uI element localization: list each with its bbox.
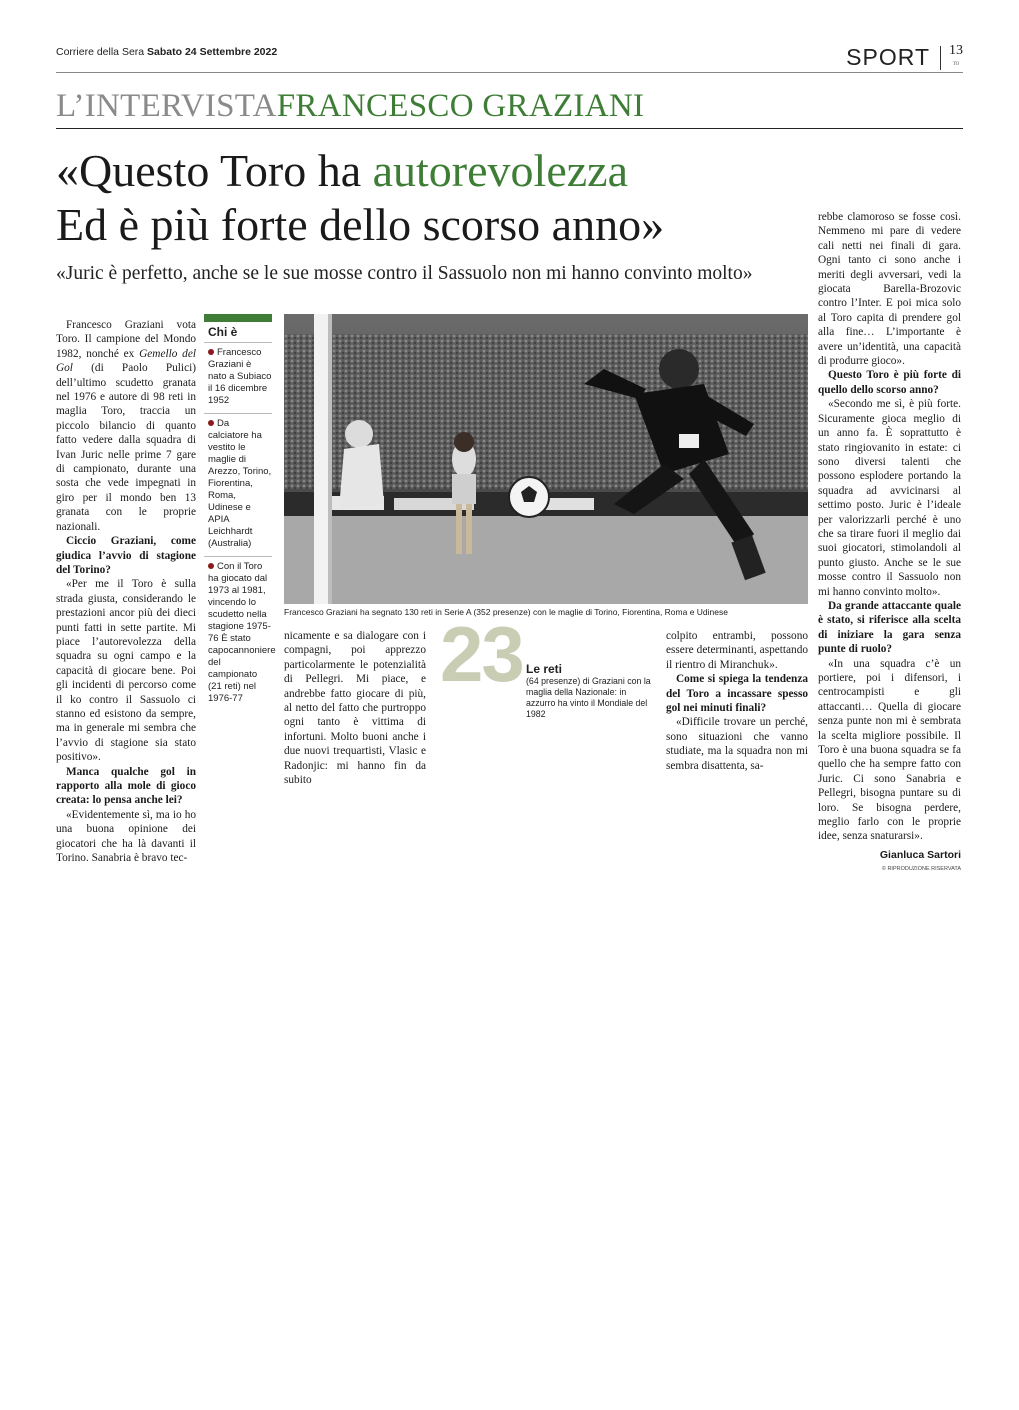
headline-line1: «Questo Toro ha bbox=[56, 145, 373, 196]
article-photo bbox=[284, 314, 808, 604]
stat-number: 23 bbox=[440, 610, 523, 698]
newspaper-name: Corriere della Sera bbox=[56, 46, 145, 58]
section-header bbox=[846, 44, 963, 72]
issue-date: Sabato 24 Settembre 2022 bbox=[147, 46, 278, 58]
bullet-icon bbox=[208, 420, 214, 426]
copyright-notice: © RIPRODUZIONE RISERVATA bbox=[881, 866, 961, 873]
bio-item-text: Con il Toro ha giocato dal 1973 al 1981, vincendo lo scudetto nella stagione 1975-76 È stato capocannoniere del campionato (21 reti) nel 1976-77 bbox=[208, 561, 276, 704]
answer: «Difficile trovare un perché, sono situazioni che vanno studiate, ma la squadra non mi sembra disattenta, sa- bbox=[666, 716, 808, 772]
article-column-3 bbox=[666, 629, 808, 773]
section-name: SPORT bbox=[846, 44, 930, 70]
divider bbox=[940, 46, 941, 70]
answer: «Secondo me sì, è più forte. Sicuramente gioca meglio di un anno fa. È soprattutto è stato ringiovanito in estate: ci sono diversi talenti che possono esplodere portando la squadra ad avvicinarsi al settimo posto. Juric è l’ideale per valorizzarli perché è uno che sa tirare fuori il meglio dai suoi giocatori, stimolandoli al punto giusto. Anche se le sue mosse contro il Sassuolo non mi hanno convinto molto». bbox=[818, 398, 961, 598]
answer: «In una squadra c’è un portiere, poi i difensori, i centrocampisti e gli attaccanti… Quella di giocare senza punte non mi è sembrata la scelta migliore possibile. Il Toro è una buona squadra se fa quello che ha sempre fatto con Juric. Ci sono Sanabria e Pellegri, bisogna puntare su di loro. Se bisogna perdere, meglio farlo con le proprie idee, senza snaturarsi». bbox=[818, 657, 961, 843]
question: Questo Toro è più forte di quello dello scorso anno? bbox=[818, 369, 961, 396]
article-column-2 bbox=[284, 629, 426, 787]
page-number bbox=[949, 44, 963, 72]
answer: «Per me il Toro è sulla strada giusta, considerando le prestazioni ancor più dei dieci punti fatti in sette partite. Mi piace l’autorevolezza della squadra su ogni campo e la capacità di giocare bene. Poi gli incidenti di percorso come il ko contro il Sassuolo ci stanno ed esistono da sempre, ma in generale mi sembra che l’avvio di stagione sia stato positivo». bbox=[56, 578, 196, 764]
stat-label: Le reti bbox=[526, 662, 563, 676]
bio-item bbox=[204, 556, 276, 711]
subheadline: «Juric è perfetto, anche se le sue mosse contro il Sassuolo non mi hanno convinto molto» bbox=[56, 263, 753, 284]
bio-item-text: Francesco Graziani è nato a Subiaco il 16 dicembre 1952 bbox=[208, 347, 272, 406]
bio-item bbox=[204, 342, 272, 413]
kicker bbox=[56, 88, 644, 124]
answer: «Evidentemente sì, ma io ho una buona opinione dei giocatori che ha là davanti il Torino. Sanabria è bravo tec- bbox=[56, 808, 196, 865]
stat-text: (64 presenze) di Graziani con la maglia della Nazionale: in azzurro ha vinto il Mondiale del 1982 bbox=[526, 676, 651, 719]
bullet-icon bbox=[208, 563, 214, 569]
question: Ciccio Graziani, come giudica l’avvio di stagione del Torino? bbox=[56, 535, 196, 576]
article-column-4 bbox=[818, 210, 961, 877]
football-photo-illustration bbox=[284, 314, 808, 604]
article-column-1 bbox=[56, 318, 196, 865]
intro-text-b: (di Paolo Pulici) dell’ultimo scudetto granata nel 1976 e autore di 98 reti in maglia Toro, traccia un piccolo bilancio di quanto fatto vedere dalla squadra di Ivan Juric nelle prime 7 gare di campionato, durante una sosta che vede impegnati in giro per il mondo ben 13 granata con le proprie nazionali. bbox=[56, 362, 196, 533]
answer: colpito entrambi, possono essere determinanti, aspettando il rientro di Miranchuk». bbox=[666, 630, 808, 671]
kicker-name: FRANCESCO GRAZIANI bbox=[276, 88, 645, 124]
masthead bbox=[56, 46, 277, 58]
headline-highlight: autorevolezza bbox=[372, 145, 628, 196]
stat-description bbox=[526, 664, 656, 720]
intro-paragraph bbox=[56, 318, 196, 534]
question: Da grande attaccante quale è stato, si riferisce alla scelta di iniziare la gara senza punte di ruolo? bbox=[818, 599, 961, 656]
question: Come si spiega la tendenza del Toro a incassare spesso gol nei minuti finali? bbox=[666, 673, 808, 715]
bio-box-title: Chi è bbox=[208, 325, 238, 339]
question: Manca qualche gol in rapporto alla mole di gioco creata: lo pensa anche lei? bbox=[56, 765, 196, 807]
page-number-value: 13 bbox=[949, 43, 963, 58]
headline bbox=[56, 144, 796, 252]
bio-box bbox=[204, 314, 276, 711]
bullet-icon bbox=[208, 349, 214, 355]
top-rule bbox=[56, 72, 963, 73]
kicker-label: L’INTERVISTA bbox=[56, 88, 277, 124]
answer: rebbe clamoroso se fosse così. Nemmeno mi pare di vedere cali netti nei finali di gara. Ogni tanto ci sono anche i meriti degli avversari, vedi la giocata Barella-Brozovic contro l’Inter. E poi mica solo al Toro capita di prendere gol alla fine… L’importante è avere un’identità, una capacità di produrre gioco». bbox=[818, 211, 961, 368]
intro-italic: Gemello del Gol bbox=[56, 347, 196, 375]
bio-box-accent bbox=[204, 314, 272, 322]
photo-caption: Francesco Graziani ha segnato 130 reti in Serie A (352 presenze) con le maglie di Torino, Fiorentina, Roma e Udinese bbox=[284, 607, 728, 617]
headline-line2: Ed è più forte dello scorso anno» bbox=[56, 199, 665, 250]
author-byline: Gianluca Sartori bbox=[879, 848, 961, 861]
edition-code: TO bbox=[952, 62, 960, 67]
kicker-rule bbox=[56, 128, 963, 129]
body-paragraph: nicamente e sa dialogare con i compagni, poi apprezzo particolarmente le potenzialità di Pellegri. Mi piace, e andrebbe fatto giocare di più, al netto del fatto che purtroppo ogni tanto è vittima di infortuni. Molto buoni anche i due nuovi trequartisti, Vlasic e Radonjic: mi hanno fin da subito bbox=[284, 630, 426, 787]
bio-item-text: Da calciatore ha vestito le maglie di Arezzo, Torino, Fiorentina, Roma, Udinese e APIA Leichhardt (Australia) bbox=[208, 418, 272, 549]
bio-item bbox=[204, 413, 272, 556]
intro-text-a: Francesco Graziani vota Toro. Il campione del Mondo 1982, nonché ex bbox=[56, 319, 196, 360]
